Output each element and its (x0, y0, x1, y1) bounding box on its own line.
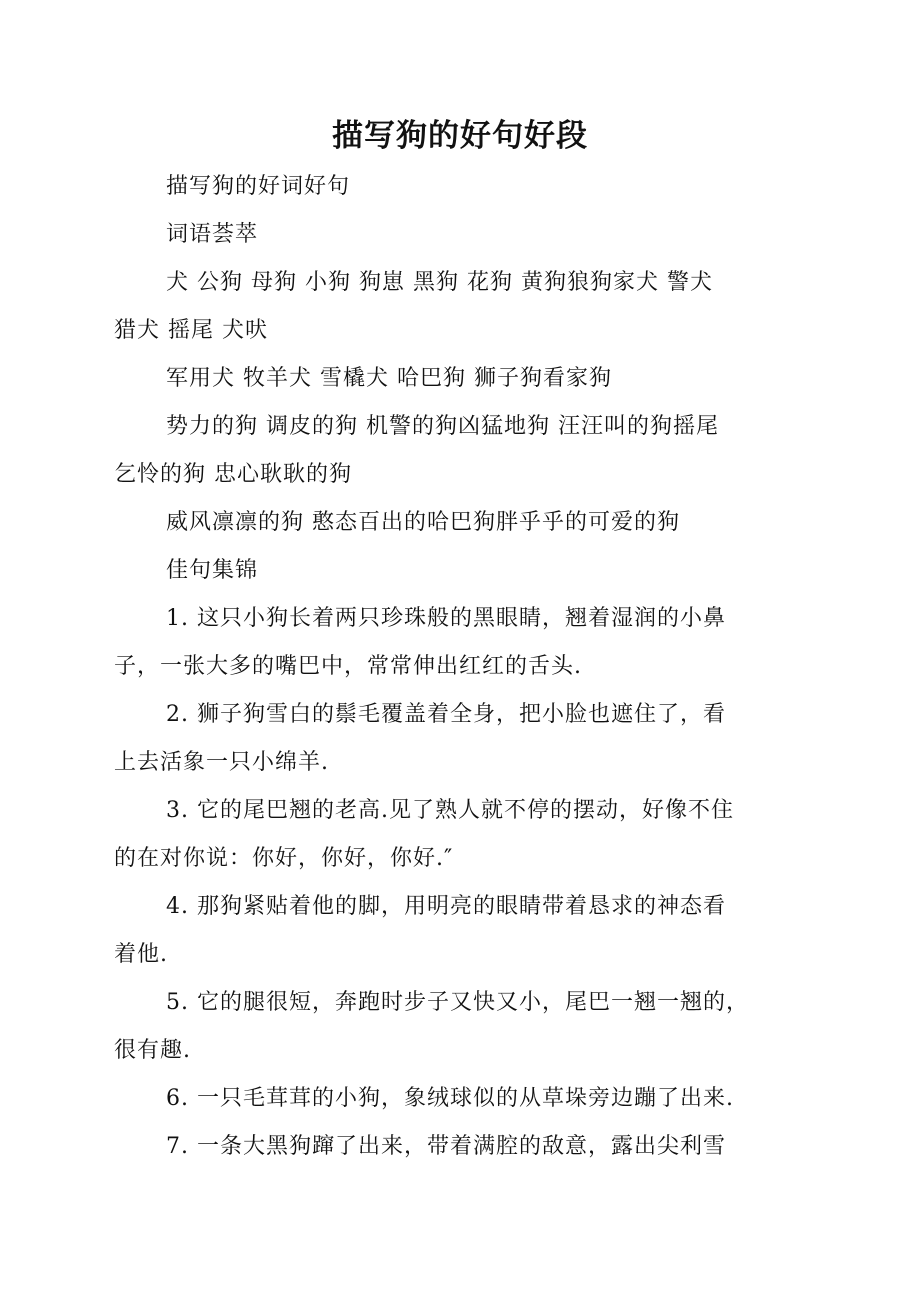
sentence-item-1 (114, 595, 790, 691)
document-body (114, 163, 790, 1171)
paragraph-line: 6. 一只毛茸茸的小狗，象绒球似的从草垛旁边蹦了出来. (166, 1086, 734, 1111)
paragraph-line: 2. 狮子狗雪白的鬃毛覆盖着全身，把小脸也遮住了，看 (166, 702, 726, 727)
paragraph-section-heading-words (140, 211, 790, 259)
paragraph-line: 佳句集锦 (166, 558, 259, 583)
sentence-item-7 (140, 1123, 790, 1171)
paragraph-line: 的在对你说：你好，你好，你好.″ (114, 846, 454, 871)
paragraph-word-list (114, 259, 790, 355)
paragraph-word-list (114, 403, 790, 499)
paragraph-line: 犬 公狗 母狗 小狗 狗崽 黑狗 花狗 黄狗狼狗家犬 警犬 (166, 270, 713, 295)
paragraph-line: 词语荟萃 (166, 222, 259, 247)
paragraph-line: 子，一张大多的嘴巴中，常常伸出红红的舌头. (114, 654, 582, 679)
paragraph-line: 7. 一条大黑狗蹿了出来，带着满腔的敌意，露出尖利雪 (166, 1134, 726, 1159)
sentence-item-4 (114, 883, 790, 979)
paragraph-section-heading-sentences (140, 547, 790, 595)
paragraph-line: 4. 那狗紧贴着他的脚，用明亮的眼睛带着恳求的神态看 (166, 894, 726, 919)
paragraph-line: 上去活象一只小绵羊. (114, 750, 329, 775)
paragraph-line: 1. 这只小狗长着两只珍珠般的黑眼睛，翘着湿润的小鼻 (166, 606, 726, 631)
paragraph-line: 威风凛凛的狗 憨态百出的哈巴狗胖乎乎的可爱的狗 (166, 510, 680, 535)
paragraph-line: 3. 它的尾巴翘的老高.见了熟人就不停的摆动，好像不住 (166, 798, 734, 823)
paragraph-line: 猎犬 摇尾 犬吠 (114, 318, 268, 343)
paragraph-word-list (140, 355, 790, 403)
paragraph-word-list (140, 499, 790, 547)
document-title: 描写狗的好句好段 (332, 118, 588, 154)
paragraph-line: 着他. (114, 942, 168, 967)
sentence-item-6 (140, 1075, 790, 1123)
paragraph-line: 很有趣. (114, 1038, 191, 1063)
sentence-item-3 (114, 787, 790, 883)
paragraph-subtitle (140, 163, 790, 211)
sentence-item-2 (114, 691, 790, 787)
paragraph-line: 乞怜的狗 忠心耿耿的狗 (114, 462, 352, 487)
sentence-item-5 (114, 979, 790, 1075)
paragraph-line: 5. 它的腿很短，奔跑时步子又快又小，尾巴一翘一翘的， (166, 990, 749, 1015)
paragraph-line: 描写狗的好词好句 (166, 174, 351, 199)
paragraph-line: 军用犬 牧羊犬 雪橇犬 哈巴狗 狮子狗看家狗 (166, 366, 612, 391)
paragraph-line: 势力的狗 调皮的狗 机警的狗凶猛地狗 汪汪叫的狗摇尾 (166, 414, 719, 439)
